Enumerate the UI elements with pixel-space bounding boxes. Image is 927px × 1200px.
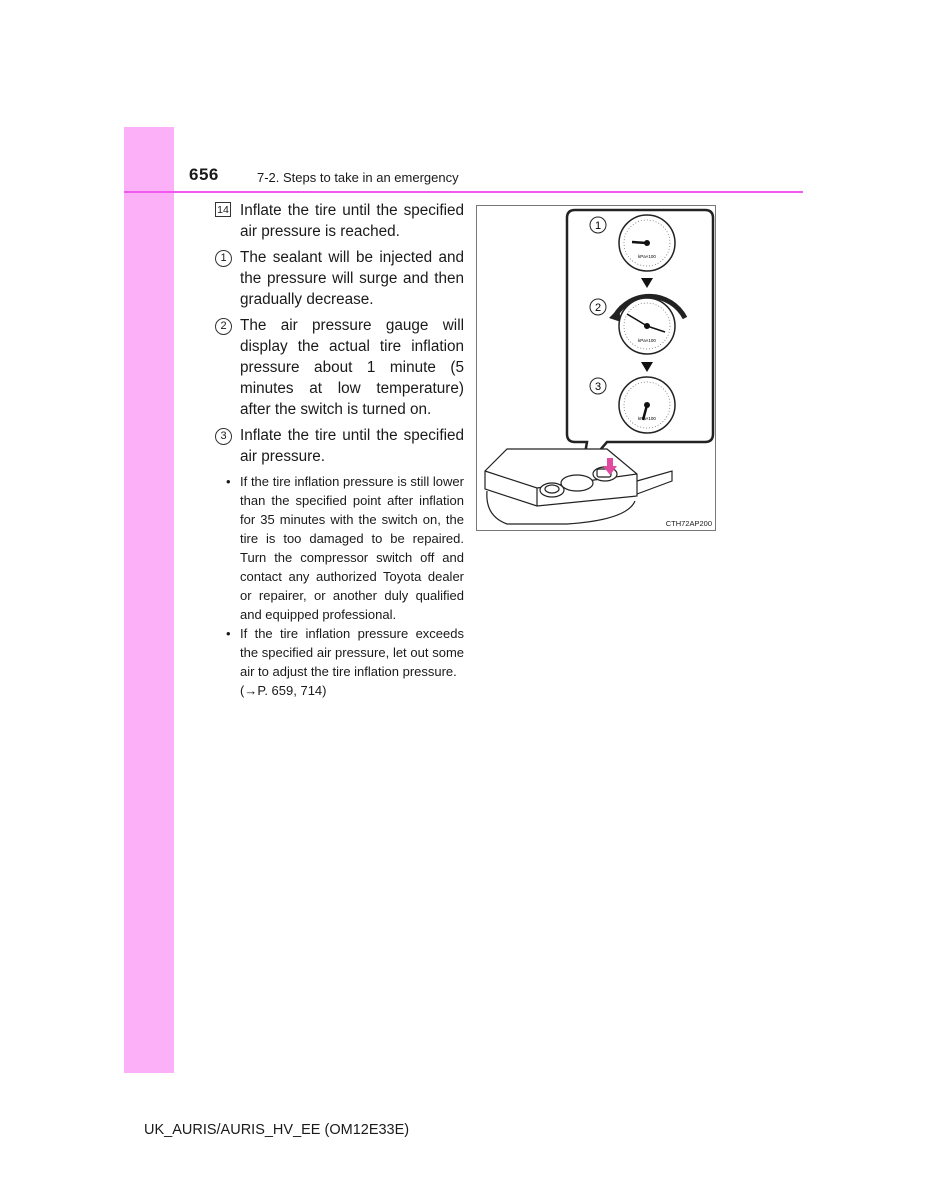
step-text: Inflate the tire until the specified air pressure is reached. — [240, 202, 464, 240]
instruction-column — [215, 200, 464, 700]
note-text: If the tire inflation pressure exceeds the specified air pressure, let out some air to adjust the tire inflation pressure. — [240, 626, 464, 679]
bullet-icon: • — [226, 626, 231, 641]
note-bullet — [215, 472, 464, 624]
gauge-diagram — [477, 206, 715, 530]
svg-text:1: 1 — [594, 220, 602, 232]
substep-2 — [215, 315, 464, 420]
footer-model-code: UK_AURIS/AURIS_HV_EE (OM12E33E) — [144, 1122, 410, 1138]
substep-text: The sealant will be injected and the pressure will surge and then gradually decrease. — [240, 249, 464, 308]
bullet-icon: • — [226, 474, 231, 489]
callout-3 — [590, 378, 606, 394]
substep-number-circle: 2 — [215, 318, 232, 335]
svg-text:kPa×100: kPa×100 — [638, 416, 656, 421]
callout-2 — [590, 299, 606, 315]
figure-code: CTH72AP200 — [665, 519, 712, 528]
substep-text: The air pressure gauge will display the actual tire inflation pressure about 1 minute (5 minutes at low temperature) after the switch is turned on. — [240, 317, 464, 418]
svg-text:kPa×100: kPa×100 — [638, 254, 656, 259]
compressor-gauge-illustration — [476, 205, 716, 531]
note-text: If the tire inflation pressure is still lower than the specified point after inflation for 35 minutes with the switch on, the tire is too damaged to be repaired. Turn the compressor switch off and contact any authorized Toyota dealer or repairer, or another duly qualified and equipped professional. — [240, 474, 464, 622]
step-14 — [215, 200, 464, 242]
substep-3 — [215, 425, 464, 467]
section-title: 7-2. Steps to take in an emergency — [257, 170, 459, 185]
substep-number-circle: 3 — [215, 428, 232, 445]
note-bullet — [215, 624, 464, 681]
substep-number-circle: 1 — [215, 250, 232, 267]
pressure-gauge-1 — [619, 215, 675, 271]
page-number: 656 — [189, 165, 219, 184]
svg-text:2: 2 — [594, 302, 602, 314]
svg-text:kPa×100: kPa×100 — [638, 338, 656, 343]
svg-text:3: 3 — [594, 381, 602, 393]
chapter-tab-bar — [124, 127, 174, 1073]
step-number-box: 14 — [215, 202, 231, 217]
header-rule — [124, 191, 803, 193]
callout-1 — [590, 217, 606, 233]
substep-text: Inflate the tire until the specified air pressure. — [240, 427, 464, 465]
compressor-unit — [485, 449, 672, 524]
page-reference-link[interactable]: (→P. 659, 714) — [240, 683, 327, 698]
substep-1 — [215, 247, 464, 310]
pressure-gauge-3 — [619, 377, 675, 433]
